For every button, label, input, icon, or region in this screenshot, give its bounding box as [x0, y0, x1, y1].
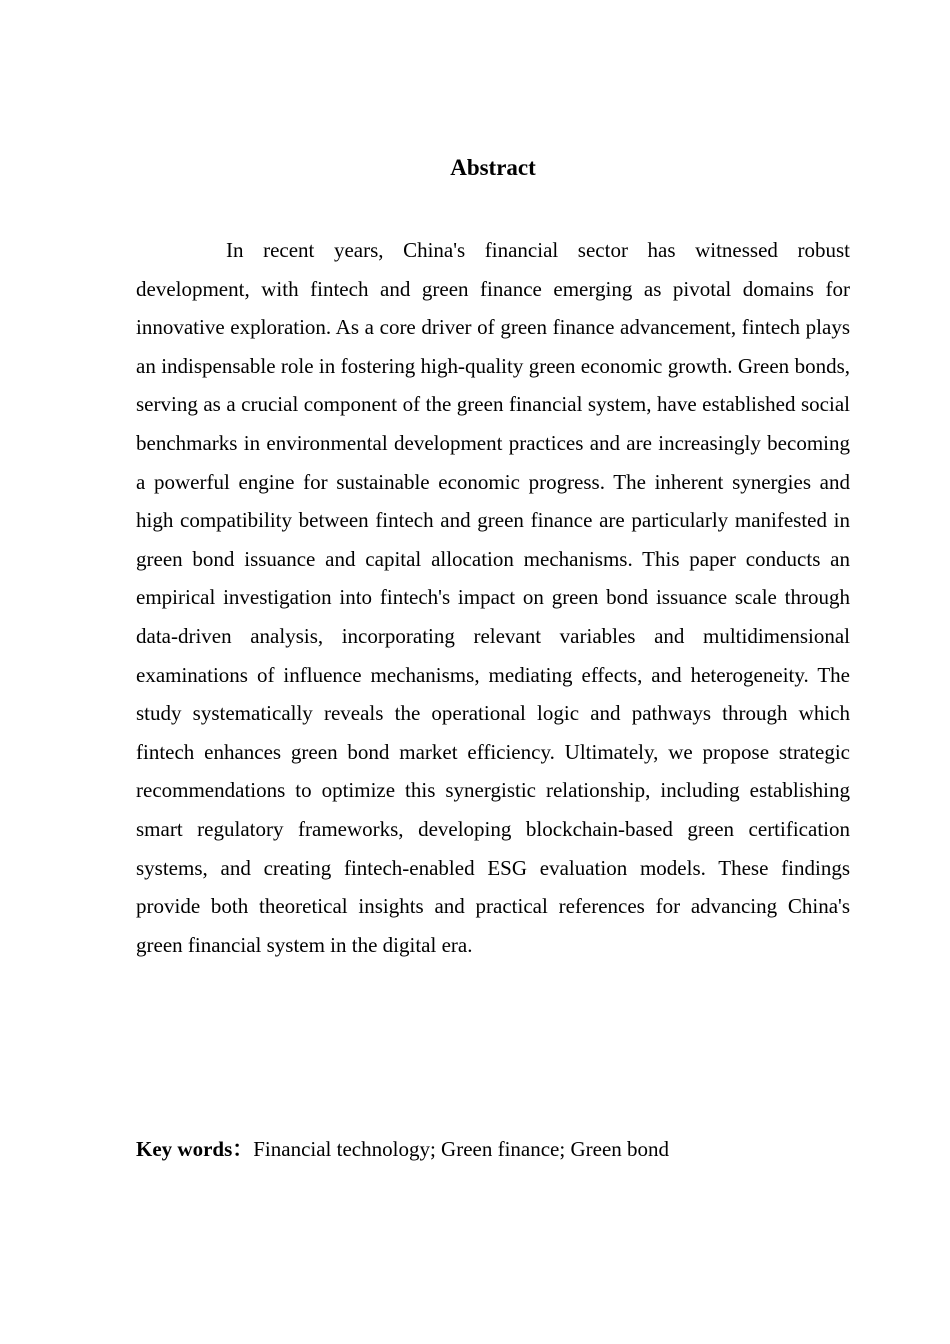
keywords-line — [136, 1134, 850, 1164]
keywords-text: Financial technology; Green finance; Green bond — [253, 1137, 670, 1161]
keywords-label: Key words： — [136, 1137, 254, 1161]
abstract-heading: Abstract — [450, 155, 536, 180]
abstract-paragraph: In recent years, China's financial sector has witnessed robust development, with fintech and green finance emerging as pivotal domains for innovative exploration. As a core driver of green finance advancement, fintech plays an indispensable role in fostering high-quality green economic growth. Green bonds, serving as a crucial component of the green financial system, have established social benchmarks in environmental development practices and are increasingly becoming a powerful engine for sustainable economic progress. The inherent synergies and high compatibility between fintech and green finance are particularly manifested in green bond issuance and capital allocation mechanisms. This paper conducts an empirical investigation into fintech's impact on green bond issuance scale through data-driven analysis, incorporating relevant variables and multidimensional examinations of influence mechanisms, mediating effects, and heterogeneity. The study systematically reveals the operational logic and pathways through which fintech enhances green bond market efficiency. Ultimately, we propose strategic recommendations to optimize this synergistic relationship, including establishing smart regulatory frameworks, developing blockchain-based green certification systems, and creating fintech-enabled ESG evaluation models. These findings provide both theoretical insights and practical references for advancing China's green financial system in the digital era. — [136, 238, 850, 957]
